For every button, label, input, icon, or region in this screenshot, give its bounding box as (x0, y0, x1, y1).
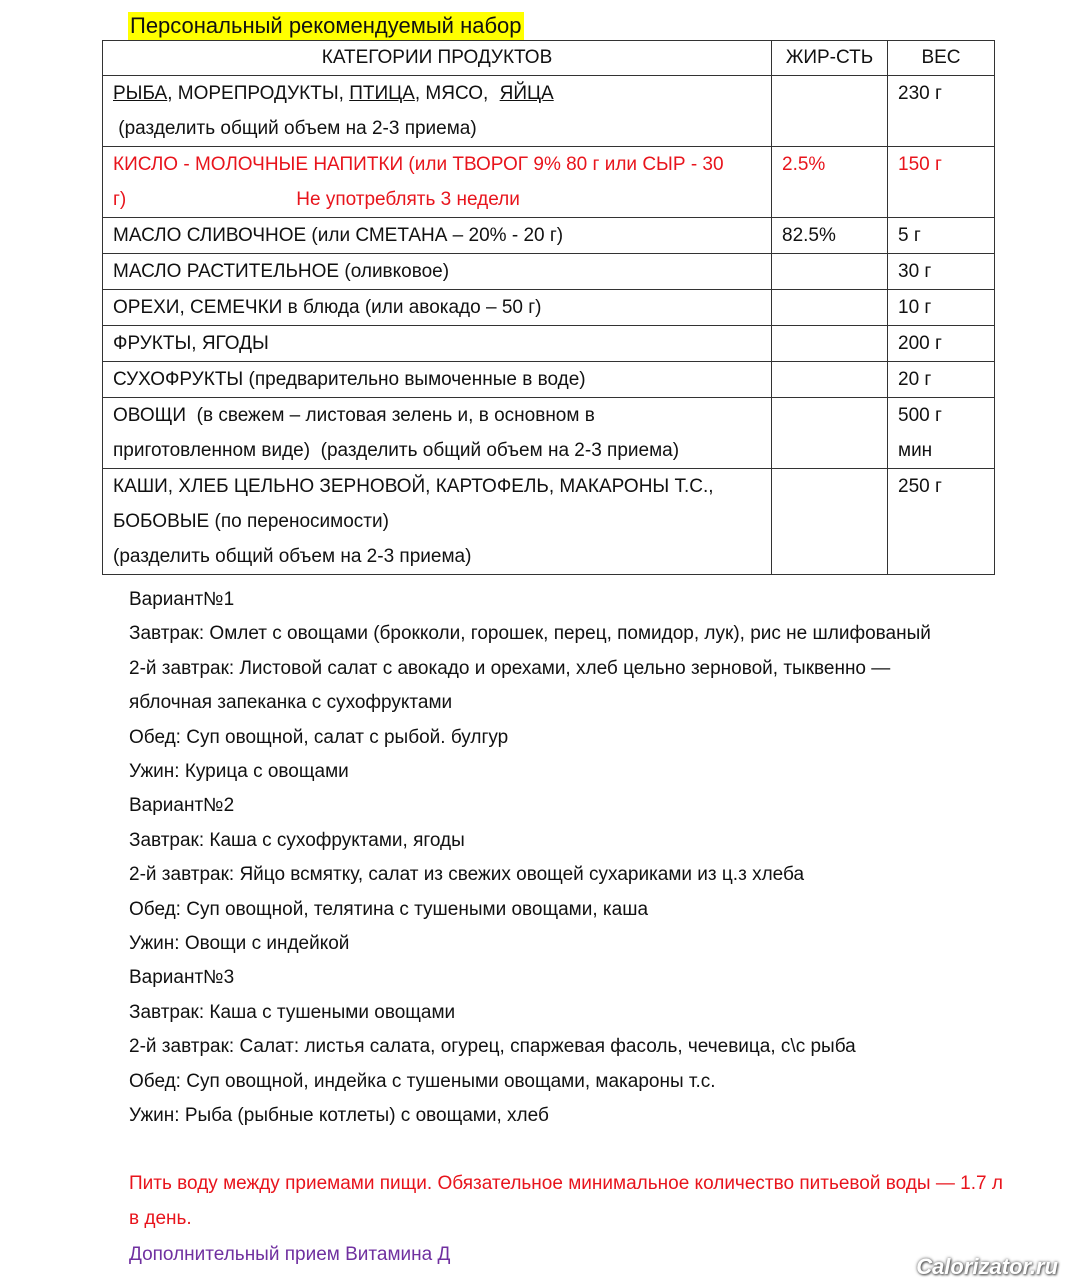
category-part: РЫБА (113, 83, 168, 104)
weight-cell: 20 г (888, 362, 995, 398)
menu-line: Ужин: Овощи с индейкой (129, 933, 350, 955)
category-part: ПТИЦА (349, 83, 415, 104)
category-line: КАШИ, ХЛЕБ ЦЕЛЬНО ЗЕРНОВОЙ, КАРТОФЕЛЬ, МАКАРОНЫ Т.С., (113, 476, 714, 497)
category-line (113, 182, 761, 217)
table-row (103, 254, 995, 290)
menu-line: 2-й завтрак: Яйцо всмятку, салат из свежих овощей сухариками из ц.з хлеба (129, 864, 805, 886)
table-row (103, 326, 995, 362)
fat-cell: 2.5% (772, 147, 888, 218)
menu-line: 2-й завтрак: Листовой салат с авокадо и орехами, хлеб цельно зерновой, тыквенно — (129, 657, 891, 679)
menu-line: Завтрак: Омлет с овощами (брокколи, горошек, перец, помидор, лук), рис не шлифованый (129, 623, 931, 645)
category-line: БОБОВЫЕ (по переносимости) (113, 511, 389, 532)
water-note: Пить воду между приемами пищи. Обязательное минимальное количество питьевой воды — 1.7 л в день. (129, 1173, 1003, 1229)
watermark: Calorizator.ru (916, 1254, 1058, 1279)
variant-title: Вариант№2 (129, 795, 235, 817)
fat-cell (772, 76, 888, 147)
table-row (103, 398, 995, 469)
category-cell: ОРЕХИ, СЕМЕЧКИ в блюда (или авокадо – 50 г) (103, 290, 772, 326)
weight-cell: 30 г (888, 254, 995, 290)
category-line: (разделить общий объем на 2-3 приема) (113, 118, 477, 139)
header-category: КАТЕГОРИИ ПРОДУКТОВ (103, 41, 772, 76)
weight-cell: 230 г (888, 76, 995, 147)
category-part: г) (113, 189, 127, 210)
category-cell (103, 76, 772, 147)
category-line: КИСЛО - МОЛОЧНЫЕ НАПИТКИ (или ТВОРОГ 9% 80 г или СЫР - 30 (113, 154, 724, 175)
fat-cell (772, 254, 888, 290)
table-row (103, 218, 995, 254)
menu-line: Ужин: Курица с овощами (129, 761, 349, 783)
fat-cell: 82.5% (772, 218, 888, 254)
category-cell (103, 469, 772, 575)
category-line (113, 76, 761, 111)
table-row (103, 147, 995, 218)
variant-title: Вариант№1 (129, 589, 235, 610)
table-row (103, 362, 995, 398)
menu-line: Обед: Суп овощной, салат с рыбой. булгур (129, 726, 509, 748)
header-fat: ЖИР-СТЬ (772, 41, 888, 76)
category-cell: СУХОФРУКТЫ (предварительно вымоченные в воде) (103, 362, 772, 398)
fat-cell (772, 398, 888, 469)
category-cell (103, 147, 772, 218)
category-part: , МОРЕПРОДУКТЫ, (167, 83, 350, 104)
category-part: , МЯСО, (414, 83, 494, 104)
weight-cell: 5 г (888, 218, 995, 254)
weight-cell: 10 г (888, 290, 995, 326)
menu-line: Завтрак: Каша с тушеными овощами (129, 1001, 456, 1023)
table-row (103, 76, 995, 147)
category-part: ЯЙЦА (499, 83, 554, 104)
weight-cell: 150 г (888, 147, 995, 218)
variant-title: Вариант№3 (129, 967, 235, 989)
fat-cell (772, 326, 888, 362)
category-note: Не употреблять 3 недели (296, 189, 520, 210)
table-row (103, 290, 995, 326)
weight-cell: 200 г (888, 326, 995, 362)
fat-cell (772, 469, 888, 575)
table-row (103, 469, 995, 575)
menu-line: Обед: Суп овощной, телятина с тушеными овощами, каша (129, 898, 649, 920)
menu-line: яблочная запеканка с сухофруктами (129, 692, 453, 714)
products-table (102, 40, 995, 575)
category-line: ОВОЩИ (в свежем – листовая зелень и, в основном в (113, 405, 595, 426)
weight-cell: 250 г (888, 469, 995, 575)
category-cell: МАСЛО СЛИВОЧНОЕ (или СМЕТАНА – 20% - 20 г) (103, 218, 772, 254)
category-cell (103, 398, 772, 469)
table-header-row (103, 41, 995, 76)
fat-cell (772, 362, 888, 398)
menu-line: Ужин: Рыба (рыбные котлеты) с овощами, хлеб (129, 1105, 549, 1127)
category-line: (разделить общий объем на 2-3 приема) (113, 546, 472, 567)
category-cell: МАСЛО РАСТИТЕЛЬНОЕ (оливковое) (103, 254, 772, 290)
menu-line: 2-й завтрак: Салат: листья салата, огурец, спаржевая фасоль, чечевица, с\с рыба (129, 1036, 856, 1058)
page-title: Персональный рекомендуемый набор (130, 13, 522, 38)
header-weight: ВЕС (888, 41, 995, 76)
vitamin-note: Дополнительный прием Витамина Д (129, 1244, 451, 1265)
category-line: приготовленном виде) (разделить общий объем на 2-3 приема) (113, 440, 680, 461)
fat-cell (772, 290, 888, 326)
weight-cell (888, 398, 995, 469)
weight-line: 500 г (898, 405, 942, 426)
menu-variants (129, 583, 1003, 1134)
menu-line: Завтрак: Каша с сухофруктами, ягоды (129, 829, 465, 851)
menu-line: Обед: Суп овощной, индейка с тушеными овощами, макароны т.с. (129, 1070, 716, 1092)
weight-line: мин (898, 440, 933, 461)
category-cell: ФРУКТЫ, ЯГОДЫ (103, 326, 772, 362)
